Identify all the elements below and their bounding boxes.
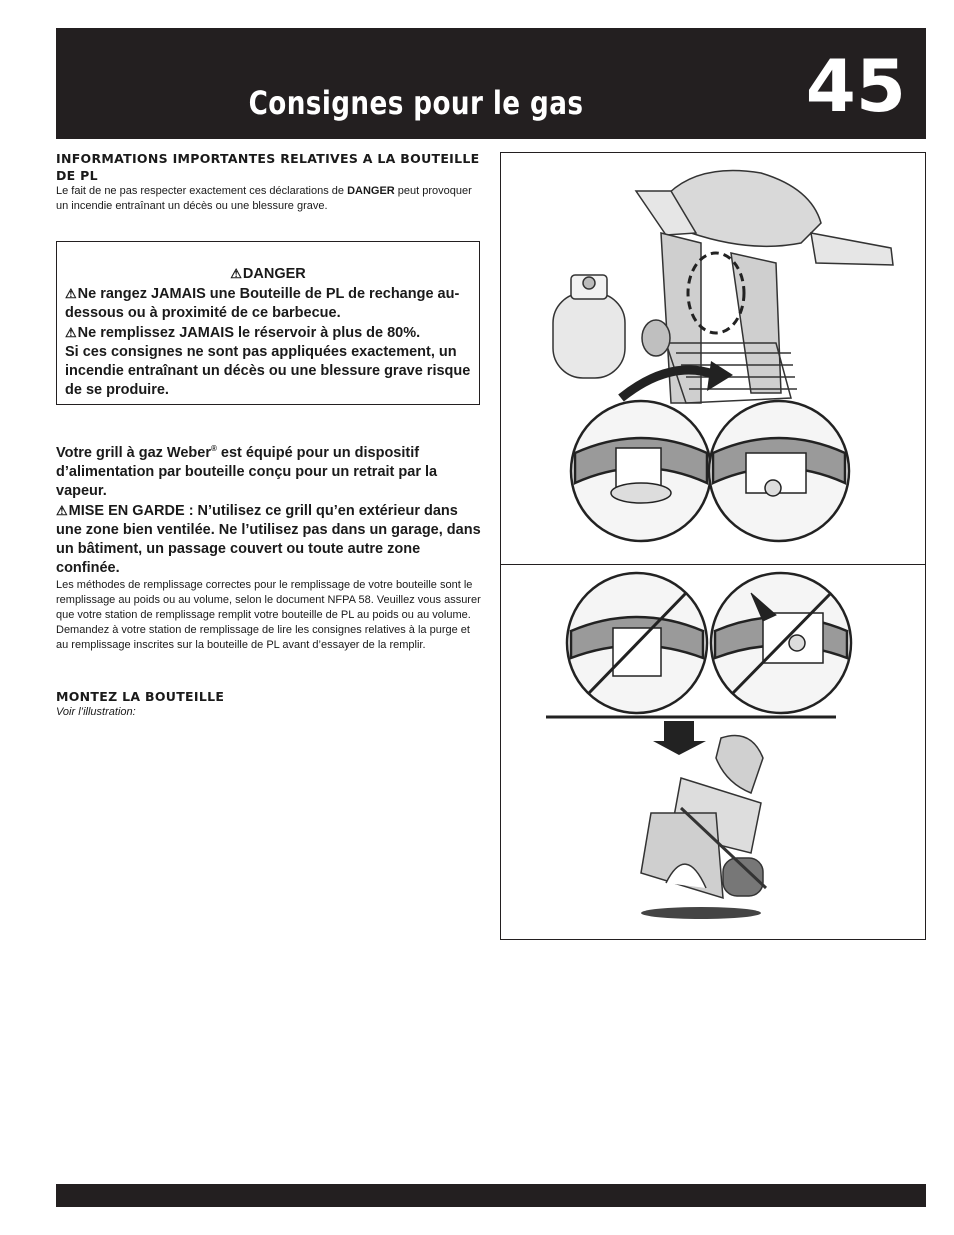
page-header xyxy=(56,28,926,139)
prohibited-circle-right xyxy=(711,573,851,713)
lp-tank-info-section xyxy=(56,150,482,214)
vapor-text-before: Votre grill à gaz Weber xyxy=(56,444,211,461)
zoom-circle-valve-right xyxy=(709,401,849,541)
warning-triangle-icon: ⚠ xyxy=(56,502,68,518)
danger-line-storage xyxy=(65,284,471,323)
tank-illustration xyxy=(501,153,924,938)
caution-text-body: MISE EN GARDE : N’utilisez ce grill qu’en extérieur dans une zone bien ventilée. Ne l’utilisez pas dans un garage, dans un bâtiment, un passage couvert ou toute autre zone confinée. xyxy=(56,502,481,576)
illustration-frame xyxy=(500,152,926,940)
registered-mark: ® xyxy=(210,444,217,453)
lp-tank-illustration xyxy=(553,275,625,378)
zoom-circle-valve-left xyxy=(571,401,711,541)
danger-line-consequence: Si ces consignes ne sont pas appliquées exactement, un incendie entraînant un décès ou une blessure grave risque de se produire. xyxy=(65,344,471,398)
page-title: Consignes pour le gas xyxy=(248,84,584,122)
danger-line-fill-text: Ne remplissez JAMAIS le réservoir à plus de 80%. xyxy=(77,325,421,341)
prohibited-circle-left xyxy=(567,573,707,713)
section-heading-lp-tank: INFORMATIONS IMPORTANTES RELATIVES A LA BOUTEILLE DE PL xyxy=(56,151,480,183)
danger-box xyxy=(56,241,480,405)
vapor-text-after: est équipé pour un dispositif d’alimentation par bouteille conçu pour un retrait par la vapeur. xyxy=(56,444,438,499)
vapor-withdrawal-text xyxy=(56,439,482,501)
intro-text-after: peut provoquer un incendie entraînant un décès ou une blessure grave. xyxy=(56,185,472,212)
danger-title xyxy=(65,264,471,284)
tank-usage-section xyxy=(56,439,482,653)
caution-text xyxy=(56,501,482,578)
illustration-divider xyxy=(501,564,925,565)
intro-text-danger-word: DANGER xyxy=(347,185,395,197)
mount-tank-heading: MONTEZ LA BOUTEILLE xyxy=(56,689,225,704)
page-number: 45 xyxy=(805,44,906,128)
warning-triangle-icon: ⚠ xyxy=(230,266,242,281)
danger-line-storage-text: Ne rangez JAMAIS une Bouteille de PL de rechange au-dessous ou à proximité de ce barbecue. xyxy=(65,286,460,321)
warning-triangle-icon: ⚠ xyxy=(65,286,77,301)
mount-tank-section xyxy=(56,688,482,720)
filling-methods-text: Les méthodes de remplissage correctes pour le remplissage de votre bouteille sont le remplissage au poids ou au volume, selon le document NFPA 58. Veuillez vous assurer que votre station de remplissage remplit votre bouteille de PL au poids ou au volume. Demandez à votre station de remplissage de lire les consignes relatives à la purge et au remplissage inscrites sur la bouteille de PL avant d’essayer de la remplir. xyxy=(56,578,481,651)
danger-line-fill xyxy=(65,323,471,343)
danger-intro-text xyxy=(56,184,482,214)
footer-bar xyxy=(56,1184,926,1207)
down-arrow-icon xyxy=(653,721,706,755)
warning-triangle-icon: ⚠ xyxy=(65,325,77,340)
tilted-grill-illustration xyxy=(641,736,766,920)
see-illustration-note: Voir l’illustration: xyxy=(56,706,136,718)
danger-title-text: DANGER xyxy=(242,266,306,282)
intro-text-before: Le fait de ne pas respecter exactement ces déclarations de xyxy=(56,185,348,197)
